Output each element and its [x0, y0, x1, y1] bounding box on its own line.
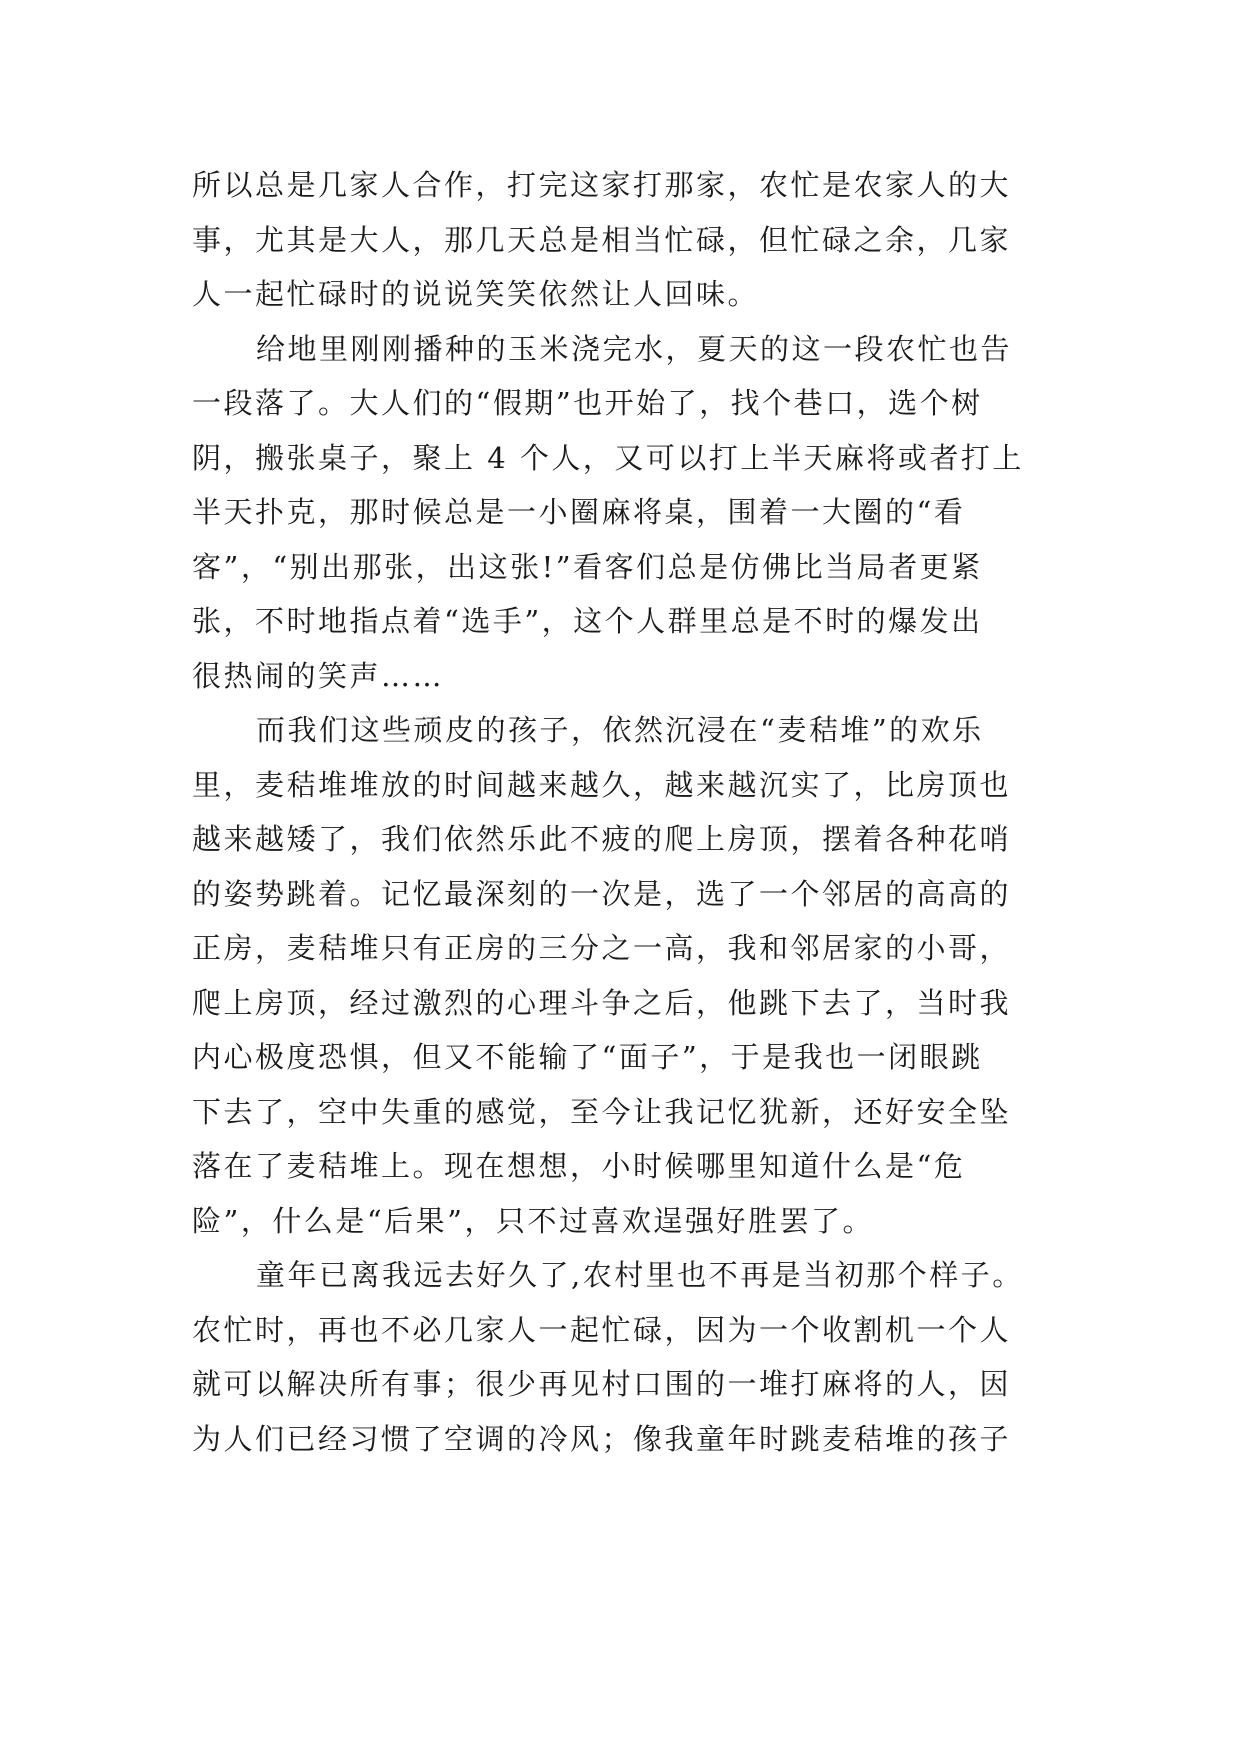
text-line: 半天扑克，那时候总是一小圈麻将桌，围着一大圈的“看 [192, 495, 966, 529]
text-line: 落在了麦秸堆上。现在想想，小时候哪里知道什么是“危 [192, 1149, 966, 1183]
text-line: 为人们已经习惯了空调的冷风；像我童年时跳麦秸堆的孩子 [192, 1421, 1012, 1456]
text-line: 爬上房顶，经过激烈的心理斗争之后，他跳下去了，当时我 [192, 985, 1012, 1020]
text-line: 的姿势跳着。记忆最深刻的一次是，选了一个邻居的高高的 [192, 876, 1012, 911]
text-line: 很热闹的笑声…… [192, 658, 445, 693]
text-line: 险”，什么是“后果”，只不过喜欢逞强好胜罢了。 [192, 1203, 874, 1238]
text-line: 越来越矮了，我们依然乐此不疲的爬上房顶，摆着各种花哨 [192, 822, 1012, 856]
text-line: 人一起忙碌时的说说笑笑依然让人回味。 [192, 277, 760, 311]
text-line: 正房，麦秸堆只有正房的三分之一高，我和邻居家的小哥， [192, 931, 1012, 965]
text-line: 内心极度恐惧，但又不能输了“面子”，于是我也一闭眼跳 [192, 1040, 983, 1074]
text-line: 就可以解决所有事；很少再见村口围的一堆打麻将的人，因 [192, 1367, 1012, 1401]
text-line: 而我们这些顽皮的孩子，依然沉浸在“麦秸堆”的欢乐 [256, 713, 984, 747]
text-line: 所以总是几家人合作，打完这家打那家，农忙是农家人的大 [192, 168, 1012, 202]
text-line: 客”，“别出那张，出这张!”看客们总是仿佛比当局者更紧 [192, 549, 983, 584]
text-line: 下去了，空中失重的感觉，至今让我记忆犹新，还好安全坠 [192, 1094, 1012, 1129]
text-line: 张，不时地指点着“选手”，这个人群里总是不时的爆发出 [192, 604, 983, 638]
text-line: 农忙时，再也不必几家人一起忙碌，因为一个收割机一个人 [192, 1312, 1012, 1347]
text-line: 一段落了。大人们的“假期”也开始了，找个巷口，选个树 [192, 386, 983, 420]
text-line: 阴，搬张桌子，聚上 4 个人，又可以打上半天麻将或者打上 [192, 440, 1024, 475]
text-line: 童年已离我远去好久了,农村里也不再是当初那个样子。 [256, 1258, 1024, 1292]
text-line: 事，尤其是大人，那几天总是相当忙碌，但忙碌之余，几家 [192, 222, 1012, 257]
text-line: 给地里刚刚播种的玉米浇完水，夏天的这一段农忙也告 [256, 331, 1013, 366]
body-text [192, 158, 1052, 1466]
text-line: 里，麦秸堆堆放的时间越来越久，越来越沉实了，比房顶也 [192, 767, 1012, 802]
